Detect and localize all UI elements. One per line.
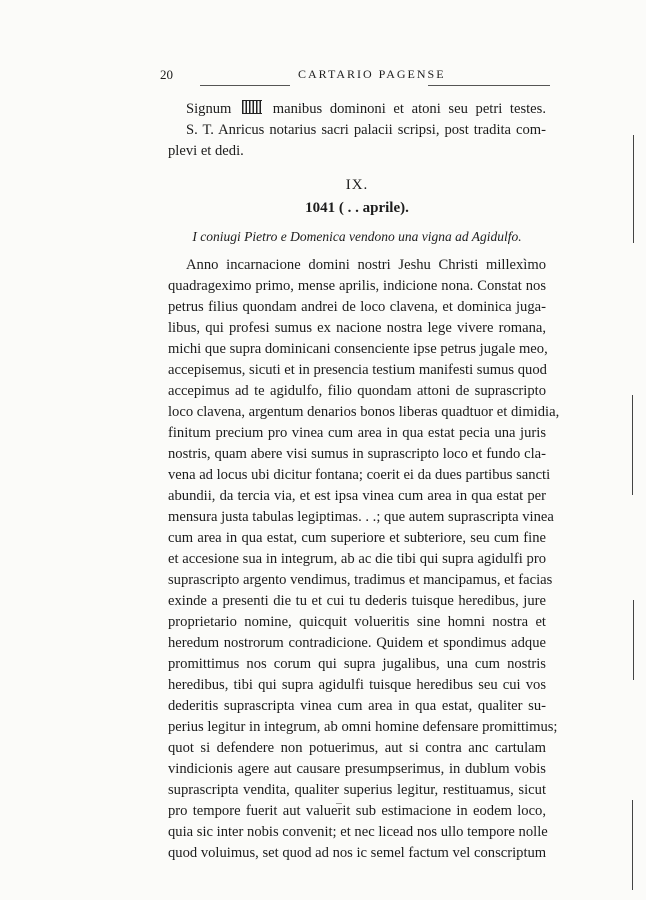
page-edge-line bbox=[633, 600, 634, 680]
signum-label: Signum bbox=[186, 101, 232, 117]
text-line: quia sic inter nobis convenit; et nec licead nos ullo tempore nolle bbox=[168, 824, 548, 840]
text-line: loco clavena, argentum denarios bonos liberas quadtuor et dimidia, bbox=[168, 404, 560, 420]
text-line: vindicionis agere aut causare presumpserimus, in dublum vobis bbox=[168, 761, 546, 777]
text-line: promittimus nos corum qui supra jugalibus, una cum nostris bbox=[168, 656, 546, 672]
signum-marks-icon bbox=[242, 100, 262, 114]
header-rule-right bbox=[428, 85, 550, 86]
text-line: accepisemus, sicuti et in presencia testium manifesti sumus quod bbox=[168, 362, 547, 378]
text-line: quadrageximo primo, mense aprilis, indicione nona. Constat nos bbox=[168, 278, 546, 294]
text-line: Anno incarnacione domini nostri Jeshu Christi millexìmo bbox=[186, 257, 546, 273]
page-edge-line bbox=[632, 395, 633, 495]
text-line: S. T. Anricus notarius sacri palacii scripsi, post tradita com- bbox=[186, 122, 546, 138]
text-line: dederitis suprascripta vinea cum area in qua estat, qualiter su- bbox=[168, 698, 546, 714]
text-line: abundii, da tercia via, et est ipsa vinea cum area in qua estat per bbox=[168, 488, 546, 504]
text-line: proprietario nomine, quicquit volueritis sine homni nostra et bbox=[168, 614, 546, 630]
text-line: quot si defendere non potuerimus, aut si contra anc cartulam bbox=[168, 740, 546, 756]
text-line: finitum precium pro vinea cum area in qua estat pecia una juris bbox=[168, 425, 546, 441]
text-line: vena ad locus ubi dicitur fontana; coerit ei da dues partibus sancti bbox=[168, 467, 551, 483]
text-line: plevi et dedi. bbox=[168, 143, 244, 159]
page-edge-line bbox=[632, 800, 633, 890]
text-line: heredum nostrorum contradicione. Quidem et spondimus adque bbox=[168, 635, 546, 651]
signum-text: manibus dominoni et atoni seu petri testes. bbox=[272, 101, 546, 117]
text-line: accepimus ad te agidulfo, filio quondam attoni de suprascripto bbox=[168, 383, 546, 399]
text-line: pro tempore fuerit aut valuerit sub estimacione in eodem loco, bbox=[168, 803, 546, 819]
text-line: et accesione sua in integrum, ab ac die tibi qui supra agidulfi pro bbox=[168, 551, 546, 567]
document-summary: I coniugi Pietro e Domenica vendono una vigna ad Agidulfo. bbox=[192, 229, 522, 244]
header-rule-left bbox=[200, 85, 290, 86]
text-line: mensura justa tabulas legiptimas. . .; que autem suprascripta vinea bbox=[168, 509, 554, 525]
text-line: quod voluimus, set quod ad nos ic semel factum vel conscriptum bbox=[168, 845, 547, 861]
text-line: michi que supra dominicani consenciente ipse petrus jugale meo, bbox=[168, 341, 548, 357]
document-numeral: IX. bbox=[345, 177, 369, 193]
document-body bbox=[168, 255, 560, 864]
page-number: 20 bbox=[160, 67, 173, 82]
text-line: heredibus, tibi qui supra agidulfi tuisque heredibus seu cui vos bbox=[168, 677, 546, 693]
running-title: CARTARIO PAGENSE bbox=[298, 67, 446, 81]
text-line: suprascripto argento vendimus, tradimus et mancipamus, et facias bbox=[168, 572, 553, 588]
signum-line bbox=[168, 99, 546, 120]
text-line: libus, qui profesi sumus ex nacione nostra lege vivere romana, bbox=[168, 320, 546, 336]
document-date: 1041 ( . . aprile). bbox=[305, 200, 409, 216]
page-header bbox=[160, 63, 550, 89]
text-line: suprascripta vendita, qualiter superius legitur, restituamus, sicut bbox=[168, 782, 546, 798]
text-line: petrus filius quondam andrei de loco clavena, et dominica juga- bbox=[168, 299, 546, 315]
text-line: cum area in qua estat, cum superiore et subteriore, seu cum fine bbox=[168, 530, 546, 546]
text-line: perius legitur in integrum, ab omni homine defensare promittimus; bbox=[168, 719, 558, 735]
text-line: exinde a presenti die tu et cui tu dederis tuisque heredibus, jure bbox=[168, 593, 546, 609]
text-line: nostris, quam abere visi sumus in suprascripto loco et fundo cla- bbox=[168, 446, 546, 462]
preceding-document-end bbox=[168, 99, 546, 162]
footer-dash bbox=[336, 803, 342, 804]
page-edge-line bbox=[633, 135, 634, 243]
